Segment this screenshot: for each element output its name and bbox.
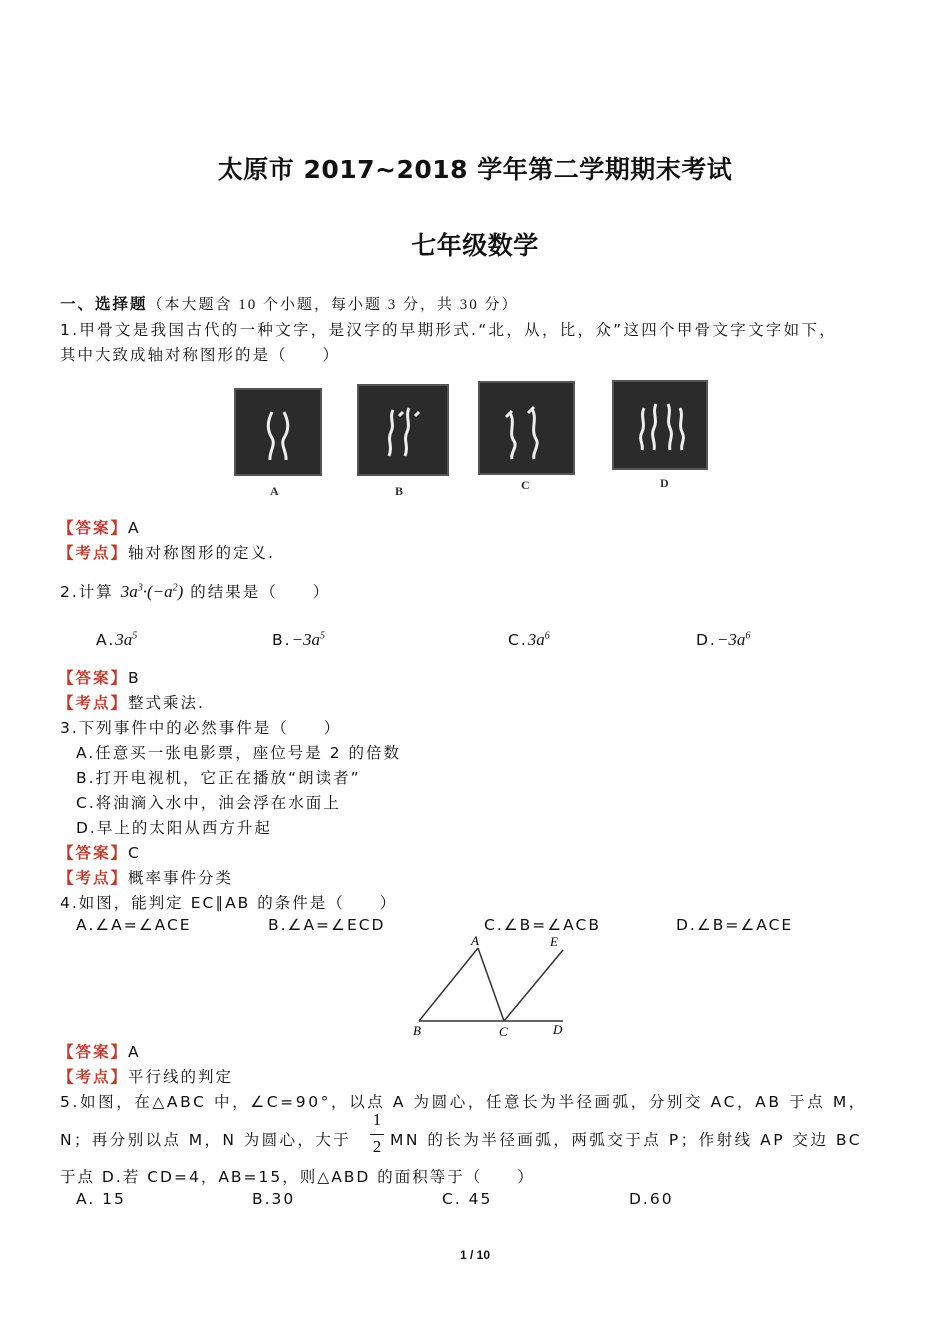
q2-option-d: $D.-3a^6$ (696, 630, 751, 649)
segment-ab (419, 948, 478, 1021)
answer-label: 【答案】 (58, 844, 129, 862)
q4-stem: 4.如图，能判定 EC∥AB 的条件是（ ） (60, 894, 398, 912)
segment-ce (504, 950, 563, 1021)
q2-stem (60, 580, 330, 602)
q1-stem-line2: 其中大致成轴对称图形的是（ ） (60, 346, 341, 364)
q3-point: 概率事件分类 (128, 869, 234, 887)
q3-answer: C (128, 844, 141, 862)
label-d: D (553, 1022, 563, 1037)
fraction-denominator: 2 (372, 1137, 382, 1156)
q3-stem: 3.下列事件中的必然事件是（ ） (60, 719, 342, 737)
point-label: 【考点】 (58, 869, 129, 887)
q2-answer-line (58, 666, 141, 688)
q2-option-a: $A.3a^5$ (96, 630, 138, 649)
q5-option-a: A. 15 (76, 1190, 126, 1208)
q2-expression: $3a^3\cdot(-a^2)$ (120, 582, 184, 601)
q2-option-b: $B.-3a^5$ (272, 630, 326, 649)
point-label: 【考点】 (58, 544, 129, 562)
section-heading-line (60, 292, 519, 314)
q5-option-b: B.30 (252, 1190, 296, 1208)
q1-caption-c: C (521, 478, 530, 492)
q5-stem-line2-pre: N；再分别以点 M，N 为圆心，大于 (60, 1131, 352, 1149)
page-title: 太原市 2017~2018 学年第二学期期末考试 (217, 155, 733, 184)
q5-option-c: C. 45 (442, 1190, 493, 1208)
q5-stem-line3: 于点 D.若 CD=4，AB=15，则△ABD 的面积等于（ ） (60, 1168, 535, 1186)
section-note: （本大题含 10 个小题，每小题 3 分，共 30 分） (147, 297, 519, 313)
q5-stem-line2-post: MN 的长为半径画弧，两弧交于点 P；作射线 AP 交边 BC (390, 1131, 863, 1149)
q4-option-c: C.∠B=∠ACB (484, 916, 601, 934)
answer-label: 【答案】 (58, 669, 129, 687)
q4-point-line (58, 1065, 233, 1087)
oracle-glyph-icon (236, 390, 320, 474)
q4-point: 平行线的判定 (128, 1068, 234, 1086)
oracle-glyph-icon (614, 382, 706, 468)
page-number: 1 / 10 (459, 1248, 491, 1262)
q2-point-line (58, 691, 205, 713)
q3-option-c: C.将油滴入水中，油会浮在水面上 (76, 794, 341, 812)
q1-answer-line (58, 516, 141, 538)
q2-prefix: 2.计算 (60, 583, 114, 601)
fraction-numerator: 1 (372, 1110, 382, 1129)
q4-answer-line (58, 1040, 141, 1062)
q5-stem-line1: 5.如图，在△ABC 中，∠C=90°，以点 A 为圆心，任意长为半径画弧，分别交 AC，AB 于点 M， (60, 1093, 867, 1111)
q1-point: 轴对称图形的定义. (128, 544, 275, 562)
q1-caption-b: B (395, 484, 404, 498)
q4-answer: A (128, 1043, 141, 1061)
q4-option-b: B.∠A=∠ECD (268, 916, 386, 934)
q4-option-d: D.∠B=∠ACE (676, 916, 794, 934)
q2-point: 整式乘法. (128, 694, 205, 712)
q4-option-a: A.∠A=∠ACE (76, 916, 192, 934)
answer-label: 【答案】 (58, 1043, 129, 1061)
q3-answer-line (58, 841, 141, 863)
label-a: A (471, 933, 479, 948)
q3-point-line (58, 866, 233, 888)
oracle-glyph-icon (480, 383, 573, 473)
q1-caption-a: A (270, 484, 279, 498)
fraction-bar (370, 1134, 384, 1135)
page-subtitle: 七年级数学 (411, 231, 539, 260)
q3-option-b: B.打开电视机，它正在播放“朗读者” (76, 769, 361, 787)
label-c: C (499, 1024, 508, 1039)
q2-answer: B (128, 669, 141, 687)
q1-answer: A (128, 519, 141, 537)
answer-label: 【答案】 (58, 519, 129, 537)
section-heading: 一、选择题 (60, 295, 148, 313)
label-b: B (413, 1023, 421, 1038)
point-label: 【考点】 (58, 694, 129, 712)
q1-stem-line1: 1.甲骨文是我国古代的一种文字，是汉字的早期形式.“北，从，比，众”这四个甲骨文字文字如下， (60, 321, 838, 339)
q3-option-d: D.早上的太阳从西方升起 (76, 819, 272, 837)
label-e: E (550, 934, 558, 949)
oracle-glyph-icon (359, 386, 447, 474)
q2-suffix: 的结果是（ ） (190, 583, 331, 601)
point-label: 【考点】 (58, 1068, 129, 1086)
q3-option-a: A.任意买一张电影票，座位号是 2 的倍数 (76, 744, 401, 762)
segment-ac (478, 948, 504, 1021)
q5-option-d: D.60 (629, 1190, 674, 1208)
q1-point-line (58, 541, 275, 563)
q2-option-c: $C.3a^6$ (508, 630, 550, 649)
q1-caption-d: D (660, 476, 669, 490)
q4-geometry-figure (405, 930, 585, 1040)
